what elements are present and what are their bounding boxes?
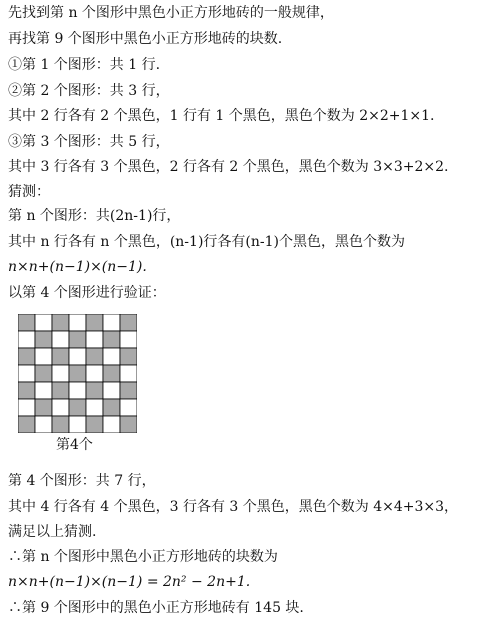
text-line-1: 先找到第 n 个图形中黑色小正方形地砖的一般规律， [8,5,334,21]
text-line-4: ②第 2 个图形：共 3 行， [8,83,170,99]
dark-tile [120,348,137,365]
light-tile [69,382,86,399]
dark-tile [52,416,69,433]
formula-line-1: n×n+(n−1)×(n−1). [8,259,147,275]
text-line-13: 其中 4 行各有 4 个黑色，3 行各有 3 个黑色，黑色个数为 4×4+3×3， [8,499,459,515]
dark-tile [103,399,120,416]
light-tile [35,348,52,365]
dark-tile [69,399,86,416]
dark-tile [52,382,69,399]
dark-tile [18,348,35,365]
figure-caption: 第4个 [56,437,93,453]
light-tile [86,331,103,348]
light-tile [35,416,52,433]
light-tile [18,365,35,382]
light-tile [120,399,137,416]
text-line-15: ∴第 n 个图形中黑色小正方形地砖的块数为 [8,549,278,565]
tile-pattern-figure [18,314,137,433]
light-tile [103,348,120,365]
dark-tile [35,331,52,348]
dark-tile [86,314,103,331]
light-tile [69,314,86,331]
text-line-2: 再找第 9 个图形中黑色小正方形地砖的块数. [8,31,283,47]
dark-tile [86,348,103,365]
light-tile [18,399,35,416]
light-tile [52,399,69,416]
dark-tile [18,382,35,399]
text-line-6: ③第 3 个图形：共 5 行， [8,134,170,150]
light-tile [86,365,103,382]
light-tile [69,416,86,433]
dark-tile [69,365,86,382]
dark-tile [103,365,120,382]
dark-tile [86,382,103,399]
text-line-12: 第 4 个图形：共 7 行， [8,473,156,489]
light-tile [120,331,137,348]
dark-tile [35,365,52,382]
dark-tile [86,416,103,433]
dark-tile [120,416,137,433]
dark-tile [69,331,86,348]
dark-tile [18,416,35,433]
text-line-3: ①第 1 个图形：共 1 行. [8,57,161,73]
dark-tile [120,382,137,399]
text-line-5: 其中 2 行各有 2 个黑色，1 行有 1 个黑色，黑色个数为 2×2+1×1. [8,108,435,124]
text-line-7: 其中 3 行各有 3 个黑色，2 行各有 2 个黑色，黑色个数为 3×3+2×2. [8,159,449,175]
dark-tile [18,314,35,331]
light-tile [86,399,103,416]
light-tile [103,382,120,399]
light-tile [35,382,52,399]
light-tile [52,331,69,348]
text-line-11: 以第 4 个图形进行验证： [8,285,166,301]
dark-tile [120,314,137,331]
light-tile [103,314,120,331]
light-tile [69,348,86,365]
text-line-16: ∴第 9 个图形中的黑色小正方形地砖有 145 块. [8,600,304,616]
text-line-14: 满足以上猜测. [8,524,97,540]
text-line-9: 第 n 个图形：共(2n-1)行， [8,208,181,224]
text-line-10: 其中 n 行各有 n 个黑色，(n-1)行各有(n-1)个黑色，黑色个数为 [8,234,405,250]
dark-tile [103,331,120,348]
text-line-8: 猜测： [8,184,50,200]
light-tile [18,331,35,348]
light-tile [52,365,69,382]
formula-line-2: n×n+(n−1)×(n−1) = 2n² − 2n+1. [8,574,251,590]
dark-tile [35,399,52,416]
light-tile [35,314,52,331]
dark-tile [52,348,69,365]
light-tile [103,416,120,433]
dark-tile [52,314,69,331]
light-tile [120,365,137,382]
